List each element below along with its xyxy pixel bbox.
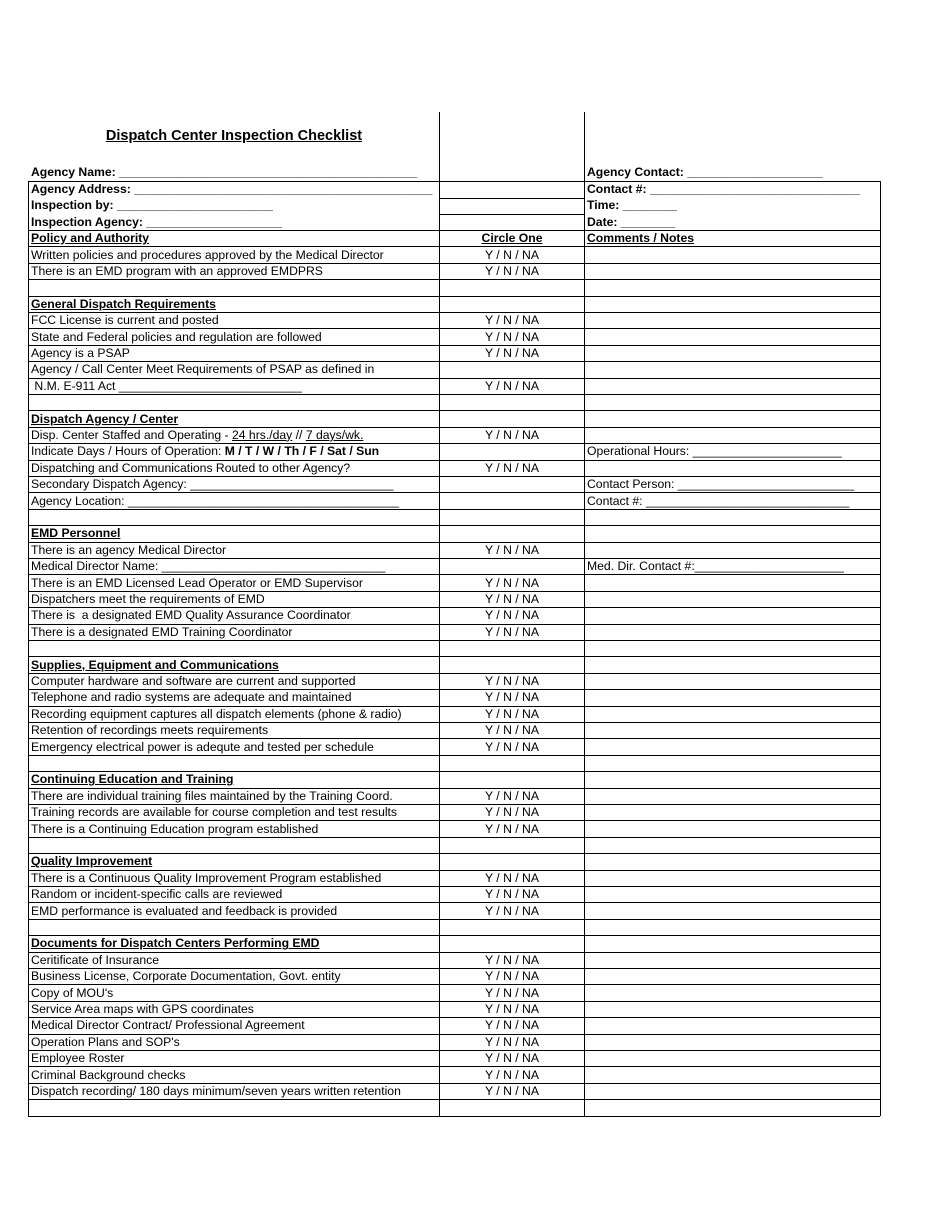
answer-options[interactable]: Y / N / NA	[485, 329, 539, 344]
item-label: There are individual training files maintained by the Training Coord.	[31, 788, 393, 803]
item-label: Training records are available for course completion and test results	[31, 805, 398, 820]
item-label: There is a Continuing Education program established	[31, 821, 319, 836]
row-divider	[28, 345, 880, 346]
row-divider	[28, 1066, 880, 1067]
table-row	[28, 1067, 880, 1083]
answer-options[interactable]: Y / N / NA	[485, 788, 539, 803]
row-divider	[28, 689, 880, 690]
row-divider	[28, 853, 880, 854]
item-label: Dispatching and Communications Routed to other Agency?	[31, 460, 351, 475]
table-row	[28, 821, 880, 837]
row-divider	[28, 738, 880, 739]
row-divider	[28, 1001, 880, 1002]
row-divider	[28, 837, 880, 838]
date-field[interactable]: Date: ________	[587, 214, 676, 229]
item-label: Copy of MOU's	[31, 985, 114, 1000]
header-row-agency-address	[28, 181, 880, 197]
comment-cell[interactable]: Contact #: ______________________________	[587, 493, 850, 508]
row-divider	[28, 673, 880, 674]
answer-options[interactable]: Y / N / NA	[485, 313, 539, 328]
row-divider	[28, 427, 880, 428]
row-divider	[28, 1017, 880, 1018]
item-label: Agency is a PSAP	[31, 345, 130, 360]
row-divider	[28, 968, 880, 969]
item-label: Recording equipment captures all dispatch elements (phone & radio)	[31, 706, 402, 721]
row-divider	[28, 640, 880, 641]
item-label: N.M. E-911 Act ___________________________	[31, 378, 302, 393]
row-divider	[28, 460, 880, 461]
row-divider	[28, 328, 880, 329]
item-label	[31, 443, 439, 459]
answer-options[interactable]: Y / N / NA	[485, 952, 539, 967]
table-row	[28, 1083, 880, 1099]
item-label: Dispatchers meet the requirements of EMD	[31, 591, 265, 606]
header-row-inspection-by	[28, 197, 880, 213]
section-heading-row	[28, 411, 880, 427]
row-divider	[28, 410, 880, 411]
answer-options[interactable]: Y / N / NA	[485, 690, 539, 705]
table-row	[28, 886, 880, 902]
item-label: Written policies and procedures approved by the Medical Director	[31, 247, 384, 262]
item-label: Dispatch recording/ 180 days minimum/seven years written retention	[31, 1083, 401, 1098]
table-row	[28, 279, 880, 295]
row-divider	[28, 1034, 880, 1035]
answer-options[interactable]: Y / N / NA	[485, 608, 539, 623]
answer-options[interactable]: Y / N / NA	[485, 591, 539, 606]
answer-options[interactable]: Y / N / NA	[485, 903, 539, 918]
table-row	[28, 903, 880, 919]
answer-options[interactable]: Y / N / NA	[485, 1083, 539, 1098]
table-row	[28, 739, 880, 755]
row-divider	[28, 394, 880, 395]
row-divider	[28, 558, 880, 559]
table-border	[880, 181, 881, 1116]
item-label: State and Federal policies and regulation are followed	[31, 329, 322, 344]
table-row	[28, 837, 880, 853]
row-divider	[28, 788, 880, 789]
table-row	[28, 640, 880, 656]
comments-header: Comments / Notes	[587, 231, 694, 245]
agency-name-field[interactable]: Agency Name: ____________________________________________	[31, 165, 418, 179]
item-label: There is a Continuous Quality Improvement Program established	[31, 870, 382, 885]
row-divider	[28, 804, 880, 805]
row-divider	[28, 886, 880, 887]
section-heading-row	[28, 296, 880, 312]
row-divider	[28, 296, 880, 297]
item-label: There is a designated EMD Quality Assurance Coordinator	[31, 608, 351, 623]
row-divider	[28, 820, 880, 821]
days-options[interactable]: M / T / W / Th / F / Sat / Sun	[224, 444, 380, 459]
section-heading: Documents for Dispatch Centers Performing EMD	[31, 936, 320, 951]
row-divider	[28, 722, 880, 723]
answer-options[interactable]: Y / N / NA	[485, 821, 539, 836]
answer-options[interactable]: Y / N / NA	[485, 345, 539, 360]
item-label: Criminal Background checks	[31, 1067, 186, 1082]
table-row	[28, 329, 880, 345]
table-row	[28, 952, 880, 968]
table-row	[28, 558, 880, 574]
table-row	[28, 247, 880, 263]
section-heading-row	[28, 853, 880, 869]
column-header-row	[28, 230, 880, 246]
section-heading-row	[28, 525, 880, 541]
answer-options[interactable]: Y / N / NA	[485, 263, 539, 278]
row-divider	[28, 279, 880, 280]
answer-options[interactable]: Y / N / NA	[485, 870, 539, 885]
header-row-inspection-agency	[28, 214, 880, 230]
section-heading: Continuing Education and Training	[31, 772, 234, 787]
table-row	[28, 1034, 880, 1050]
answer-options[interactable]: Y / N / NA	[485, 985, 539, 1000]
row-divider	[28, 870, 880, 871]
staffed-prefix: Disp. Center Staffed and Operating -	[31, 427, 232, 442]
section-heading-row	[28, 771, 880, 787]
table-row	[28, 345, 880, 361]
table-border	[28, 181, 29, 1116]
item-label	[31, 427, 439, 443]
answer-options[interactable]: Y / N / NA	[485, 706, 539, 721]
row-divider	[28, 591, 880, 592]
table-row	[28, 673, 880, 689]
staffed-hours: 24 hrs./day	[231, 427, 293, 442]
table-row	[28, 706, 880, 722]
table-row	[28, 443, 880, 459]
agency-contact-field[interactable]: Agency Contact: ____________________	[587, 165, 823, 179]
table-row	[28, 1001, 880, 1017]
item-label: Ceritificate of Insurance	[31, 952, 160, 967]
table-row	[28, 919, 880, 935]
item-label: Telephone and radio systems are adequate and maintained	[31, 690, 352, 705]
table-row	[28, 985, 880, 1001]
item-label: Business License, Corporate Documentation, Govt. entity	[31, 969, 341, 984]
inspection-by-field[interactable]: Inspection by: _______________________	[31, 198, 273, 212]
days-prefix: Indicate Days / Hours of Operation:	[31, 444, 225, 459]
row-divider	[28, 607, 880, 608]
table-row	[28, 870, 880, 886]
row-divider	[28, 230, 880, 231]
row-divider	[28, 755, 880, 756]
answer-options[interactable]: Y / N / NA	[485, 1051, 539, 1066]
table-row	[28, 591, 880, 607]
table-row	[28, 460, 880, 476]
answer-options[interactable]: Y / N / NA	[485, 723, 539, 738]
item-label: Employee Roster	[31, 1051, 125, 1066]
comment-cell[interactable]: Contact Person: __________________________	[587, 477, 855, 492]
answer-options[interactable]: Y / N / NA	[485, 624, 539, 639]
answer-options[interactable]: Y / N / NA	[485, 1067, 539, 1082]
section-heading-row	[28, 657, 880, 673]
table-row	[28, 1017, 880, 1033]
item-label: Emergency electrical power is adequte and tested per schedule	[31, 739, 374, 754]
row-divider	[28, 624, 880, 625]
row-divider	[28, 492, 880, 493]
header-row-agency-name	[28, 164, 880, 180]
answer-options[interactable]: Y / N / NA	[485, 805, 539, 820]
table-row	[28, 427, 880, 443]
inspection-checklist	[28, 112, 880, 1116]
row-divider	[28, 525, 880, 526]
answer-options[interactable]: Y / N / NA	[485, 969, 539, 984]
table-row	[28, 804, 880, 820]
section-heading: Supplies, Equipment and Communications	[31, 657, 279, 672]
table-row	[28, 1099, 880, 1115]
row-divider	[28, 246, 880, 247]
table-row	[28, 263, 880, 279]
row-divider	[28, 312, 880, 313]
row-divider	[28, 706, 880, 707]
item-label: Service Area maps with GPS coordinates	[31, 1001, 254, 1016]
row-divider	[28, 984, 880, 985]
contact-number-field[interactable]: Contact #: _______________________________	[587, 181, 861, 196]
item-label: FCC License is current and posted	[31, 313, 219, 328]
item-label: Agency / Call Center Meet Requirements of PSAP as defined in	[31, 362, 375, 377]
table-row	[28, 689, 880, 705]
page-title: Dispatch Center Inspection Checklist	[105, 128, 363, 144]
agency-address-field[interactable]: Agency Address: ____________________________________________	[31, 181, 433, 196]
row-divider	[28, 935, 880, 936]
inspection-agency-field[interactable]: Inspection Agency: ____________________	[31, 214, 282, 229]
item-label: There is an agency Medical Director	[31, 542, 227, 557]
answer-options[interactable]: Y / N / NA	[485, 575, 539, 590]
table-row	[28, 509, 880, 525]
item-label: Secondary Dispatch Agency: ______________________________	[31, 477, 394, 492]
item-label: Computer hardware and software are current and supported	[31, 673, 356, 688]
item-label: Retention of recordings meets requirements	[31, 723, 269, 738]
table-row	[28, 1050, 880, 1066]
row-divider	[28, 542, 880, 543]
section-heading: General Dispatch Requirements	[31, 296, 216, 311]
answer-options[interactable]: Y / N / NA	[485, 673, 539, 688]
item-label: There is a designated EMD Training Coordinator	[31, 624, 293, 639]
row-divider	[28, 1050, 880, 1051]
table-row	[28, 607, 880, 623]
table-row	[28, 394, 880, 410]
table-row	[28, 624, 880, 640]
table-row	[28, 378, 880, 394]
section-heading: Dispatch Agency / Center	[31, 411, 179, 426]
section-heading-row	[28, 935, 880, 951]
answer-options[interactable]: Y / N / NA	[485, 460, 539, 475]
row-divider	[28, 1116, 880, 1117]
row-divider	[28, 181, 880, 182]
answer-options[interactable]: Y / N / NA	[485, 1001, 539, 1016]
row-divider	[28, 1083, 880, 1084]
answer-options[interactable]: Y / N / NA	[485, 427, 539, 442]
answer-options[interactable]: Y / N / NA	[485, 378, 539, 393]
row-divider	[28, 509, 880, 510]
table-row	[28, 312, 880, 328]
item-label: Agency Location: ________________________________________	[31, 493, 400, 508]
table-row	[28, 788, 880, 804]
answer-options[interactable]: Y / N / NA	[485, 1034, 539, 1049]
row-divider	[28, 361, 880, 362]
row-divider	[28, 443, 880, 444]
row-divider	[28, 902, 880, 903]
table-row	[28, 755, 880, 771]
table-row	[28, 361, 880, 377]
table-row	[28, 493, 880, 509]
answer-options[interactable]: Y / N / NA	[485, 247, 539, 262]
table-row	[28, 968, 880, 984]
table-row	[28, 722, 880, 738]
table-row	[28, 575, 880, 591]
staffed-days: 7 days/wk.	[305, 427, 364, 442]
section-heading: EMD Personnel	[31, 526, 121, 541]
item-label: Medical Director Contract/ Professional Agreement	[31, 1018, 305, 1033]
answer-options[interactable]: Y / N / NA	[485, 542, 539, 557]
row-divider	[439, 198, 585, 199]
item-label: EMD performance is evaluated and feedback is provided	[31, 903, 338, 918]
table-row	[28, 476, 880, 492]
item-label: Random or incident-specific calls are reviewed	[31, 887, 283, 902]
section-heading: Quality Improvement	[31, 854, 153, 869]
row-divider	[28, 919, 880, 920]
item-label: Medical Director Name: _________________________________	[31, 559, 386, 574]
item-label: Operation Plans and SOP's	[31, 1034, 180, 1049]
row-divider	[28, 771, 880, 772]
table-row	[28, 542, 880, 558]
answer-options[interactable]: Y / N / NA	[485, 739, 539, 754]
row-divider	[439, 214, 585, 215]
row-divider	[28, 574, 880, 575]
section-heading-policy: Policy and Authority	[31, 231, 150, 245]
row-divider	[28, 476, 880, 477]
staffed-sep: //	[292, 427, 306, 442]
answer-options[interactable]: Y / N / NA	[485, 887, 539, 902]
time-field[interactable]: Time: ________	[587, 198, 677, 212]
row-divider	[28, 952, 880, 953]
row-divider	[28, 1099, 880, 1100]
circle-one-header: Circle One	[481, 231, 543, 245]
comment-cell[interactable]: Med. Dir. Contact #:______________________	[587, 559, 844, 574]
row-divider	[28, 656, 880, 657]
row-divider	[28, 378, 880, 379]
answer-options[interactable]: Y / N / NA	[485, 1018, 539, 1033]
item-label: There is an EMD Licensed Lead Operator or EMD Supervisor	[31, 575, 363, 590]
row-divider	[28, 263, 880, 264]
item-label: There is an EMD program with an approved EMDPRS	[31, 263, 323, 278]
comment-cell[interactable]: Operational Hours: ______________________	[587, 444, 842, 459]
